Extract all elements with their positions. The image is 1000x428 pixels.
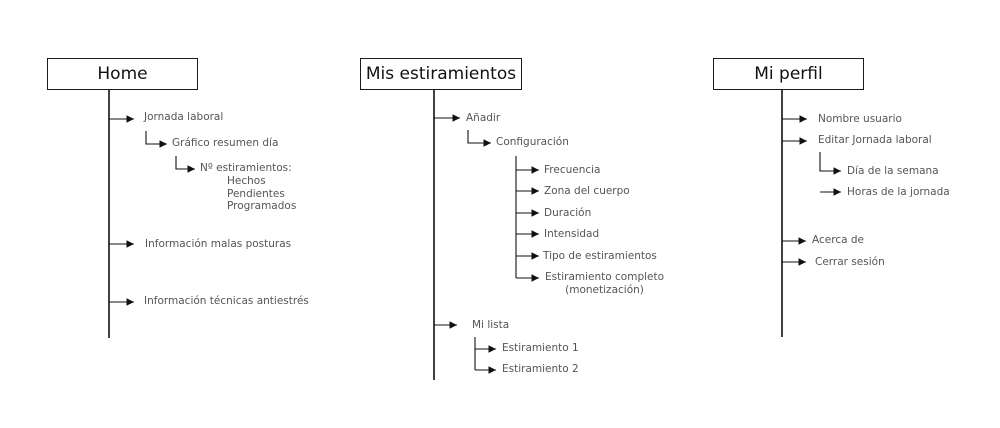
mis-estiramientos-title: Mis estiramientos	[365, 64, 517, 84]
node-estiramiento-2: Estiramiento 2	[502, 363, 579, 375]
arrow-estiramiento-1	[475, 337, 496, 349]
node-configuracion: Configuración	[496, 136, 569, 148]
state-pendientes: Pendientes	[227, 187, 285, 200]
node-cerrar-sesion: Cerrar sesión	[815, 256, 885, 268]
home-box	[47, 58, 198, 90]
node-horas-jornada: Horas de la jornada	[847, 186, 950, 198]
node-anadir: Añadir	[466, 112, 501, 124]
mis-estiramientos-box	[360, 58, 522, 90]
arrow-num-estiramientos	[176, 156, 195, 169]
arrow-dia-semana	[820, 152, 841, 171]
node-estiramientos-estado	[227, 175, 296, 213]
node-frecuencia: Frecuencia	[544, 164, 601, 176]
node-jornada-laboral: Jornada laboral	[144, 111, 224, 123]
mi-perfil-box	[713, 58, 864, 90]
node-mi-lista: Mi lista	[472, 319, 510, 331]
node-grafico-resumen: Gráfico resumen día	[172, 137, 279, 149]
node-dia-semana: Día de la semana	[847, 165, 939, 177]
node-editar-jornada: Editar Jornada laboral	[818, 134, 932, 146]
arrow-configuracion	[468, 130, 491, 143]
node-estiramiento-1: Estiramiento 1	[502, 342, 579, 354]
node-acerca-de: Acerca de	[812, 234, 864, 246]
state-hechos: Hechos	[227, 175, 266, 187]
node-num-estiramientos: Nº estiramientos:	[200, 162, 292, 174]
node-duracion: Duración	[544, 207, 592, 219]
estiramiento-completo-line2: (monetización)	[565, 283, 644, 296]
node-nombre-usuario: Nombre usuario	[818, 113, 902, 125]
mi-perfil-title: Mi perfil	[754, 64, 823, 84]
arrow-grafico-resumen	[146, 131, 167, 144]
node-tecnicas-antiestres: Información técnicas antiestrés	[144, 295, 309, 307]
node-tipo-estiramientos: Tipo de estiramientos	[543, 250, 657, 262]
estiramiento-completo-line1: Estiramiento completo	[545, 271, 665, 283]
node-estiramiento-completo	[545, 271, 664, 296]
home-title: Home	[97, 64, 148, 84]
node-intensidad: Intensidad	[544, 228, 600, 240]
node-zona-cuerpo: Zona del cuerpo	[544, 185, 630, 197]
node-malas-posturas: Información malas posturas	[145, 238, 292, 250]
state-programados: Programados	[227, 200, 297, 212]
